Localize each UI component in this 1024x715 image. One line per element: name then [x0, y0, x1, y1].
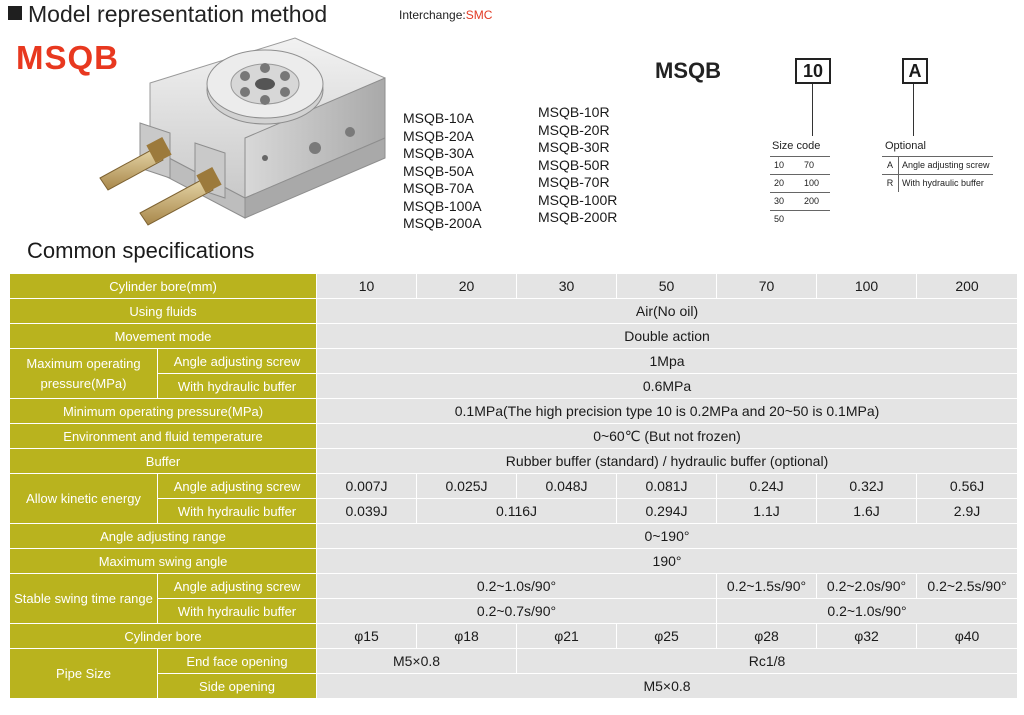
table-row: Maximum operating pressure(MPa) Angle adjusting screw 1Mpa — [10, 349, 1018, 374]
code-prefix: MSQB — [655, 58, 721, 83]
section-title: Model representation method — [28, 1, 328, 27]
row-label: Environment and fluid temperature — [10, 424, 317, 449]
model-list-a — [403, 110, 482, 233]
size-code-table — [770, 156, 830, 228]
table-row: Pipe Size End face opening M5×0.8 Rc1/8 — [10, 649, 1018, 674]
row-label: Maximum operating pressure(MPa) — [10, 349, 158, 399]
interchange-note: Interchange:SMC — [399, 8, 493, 22]
row-label: Pipe Size — [10, 649, 158, 699]
list-item: MSQB-20R — [538, 121, 610, 138]
table-row: Stable swing time range Angle adjusting screw 0.2~1.0s/90° 0.2~1.5s/90° 0.2~2.0s/90° 0.2~2.5s/90° — [10, 574, 1018, 599]
table-row: Movement mode Double action — [10, 324, 1018, 349]
table-row: Using fluids Air(No oil) — [10, 299, 1018, 324]
option-code-box: A — [902, 58, 928, 84]
spec-table — [9, 273, 1018, 699]
table-row: A Angle adjusting screw — [882, 157, 993, 175]
row-label: Movement mode — [10, 324, 317, 349]
list-item: MSQB-50A — [403, 162, 474, 179]
row-label: Buffer — [10, 449, 317, 474]
table-row: With hydraulic buffer 0.039J 0.116J 0.294J 1.1J 1.6J 2.9J — [10, 499, 1018, 524]
list-item: MSQB-30R — [538, 139, 610, 155]
table-row: 10 70 — [770, 157, 830, 175]
model-list-r — [538, 104, 617, 227]
list-item: MSQB-50R — [538, 156, 610, 173]
table-row: Allow kinetic energy Angle adjusting screw 0.007J 0.025J 0.048J 0.081J 0.24J 0.32J 0.56J — [10, 474, 1018, 499]
table-row: R With hydraulic buffer — [882, 175, 993, 193]
table-row: 30 200 — [770, 193, 830, 211]
rotary-actuator-image — [95, 28, 395, 233]
list-item: MSQB-200R — [538, 209, 618, 225]
row-label: Cylinder bore(mm) — [10, 274, 317, 299]
list-item: MSQB-20A — [403, 127, 474, 144]
connector-line — [913, 84, 914, 136]
table-row: Cylinder bore φ15 φ18 φ21 φ25 φ28 φ32 φ40 — [10, 624, 1018, 649]
table-row: Maximum swing angle 190° — [10, 549, 1018, 574]
list-item: MSQB-100A — [403, 197, 482, 214]
sub-label: With hydraulic buffer — [158, 599, 317, 624]
table-row: 20 100 — [770, 175, 830, 193]
spec-section-title: Common specifications — [27, 238, 255, 263]
size-code-caption: Size code — [772, 140, 821, 152]
list-item: MSQB-10A — [403, 110, 474, 126]
list-item: MSQB-100R — [538, 191, 618, 208]
sub-label: With hydraulic buffer — [158, 499, 317, 524]
list-item: MSQB-200A — [403, 215, 482, 231]
connector-line — [812, 84, 813, 136]
interchange-brand: SMC — [465, 8, 493, 22]
table-row: Buffer Rubber buffer (standard) / hydraulic buffer (optional) — [10, 449, 1018, 474]
table-row: Side opening M5×0.8 — [10, 674, 1018, 699]
row-label: Maximum swing angle — [10, 549, 317, 574]
sub-label: With hydraulic buffer — [158, 374, 317, 399]
sub-label: Angle adjusting screw — [158, 349, 317, 374]
size-code-box: 10 — [795, 58, 831, 84]
row-label: Angle adjusting range — [10, 524, 317, 549]
list-item: MSQB-30A — [403, 145, 474, 161]
table-row: With hydraulic buffer 0.6MPa — [10, 374, 1018, 399]
table-row: Minimum operating pressure(MPa) 0.1MPa(The high precision type 10 is 0.2MPa and 20~50 is 0.1MPa) — [10, 399, 1018, 424]
sub-label: Side opening — [158, 674, 317, 699]
list-item: MSQB-10R — [538, 104, 610, 120]
table-row: 50 — [770, 211, 830, 229]
row-label: Allow kinetic energy — [10, 474, 158, 524]
list-item: MSQB-70R — [538, 174, 610, 190]
sub-label: End face opening — [158, 649, 317, 674]
row-label: Cylinder bore — [10, 624, 317, 649]
sub-label: Angle adjusting screw — [158, 474, 317, 499]
bullet-square-icon — [8, 6, 22, 20]
table-row: With hydraulic buffer 0.2~0.7s/90° 0.2~1.0s/90° — [10, 599, 1018, 624]
optional-table — [882, 156, 993, 192]
list-item: MSQB-70A — [403, 180, 474, 196]
table-row: Cylinder bore(mm) 10 20 30 50 70 100 200 — [10, 274, 1018, 299]
table-row: Angle adjusting range 0~190° — [10, 524, 1018, 549]
table-row: Environment and fluid temperature 0~60℃ (But not frozen) — [10, 424, 1018, 449]
row-label: Using fluids — [10, 299, 317, 324]
product-title: MSQB — [16, 39, 119, 76]
row-label: Stable swing time range — [10, 574, 158, 624]
row-label: Minimum operating pressure(MPa) — [10, 399, 317, 424]
sub-label: Angle adjusting screw — [158, 574, 317, 599]
optional-caption: Optional — [885, 140, 926, 152]
